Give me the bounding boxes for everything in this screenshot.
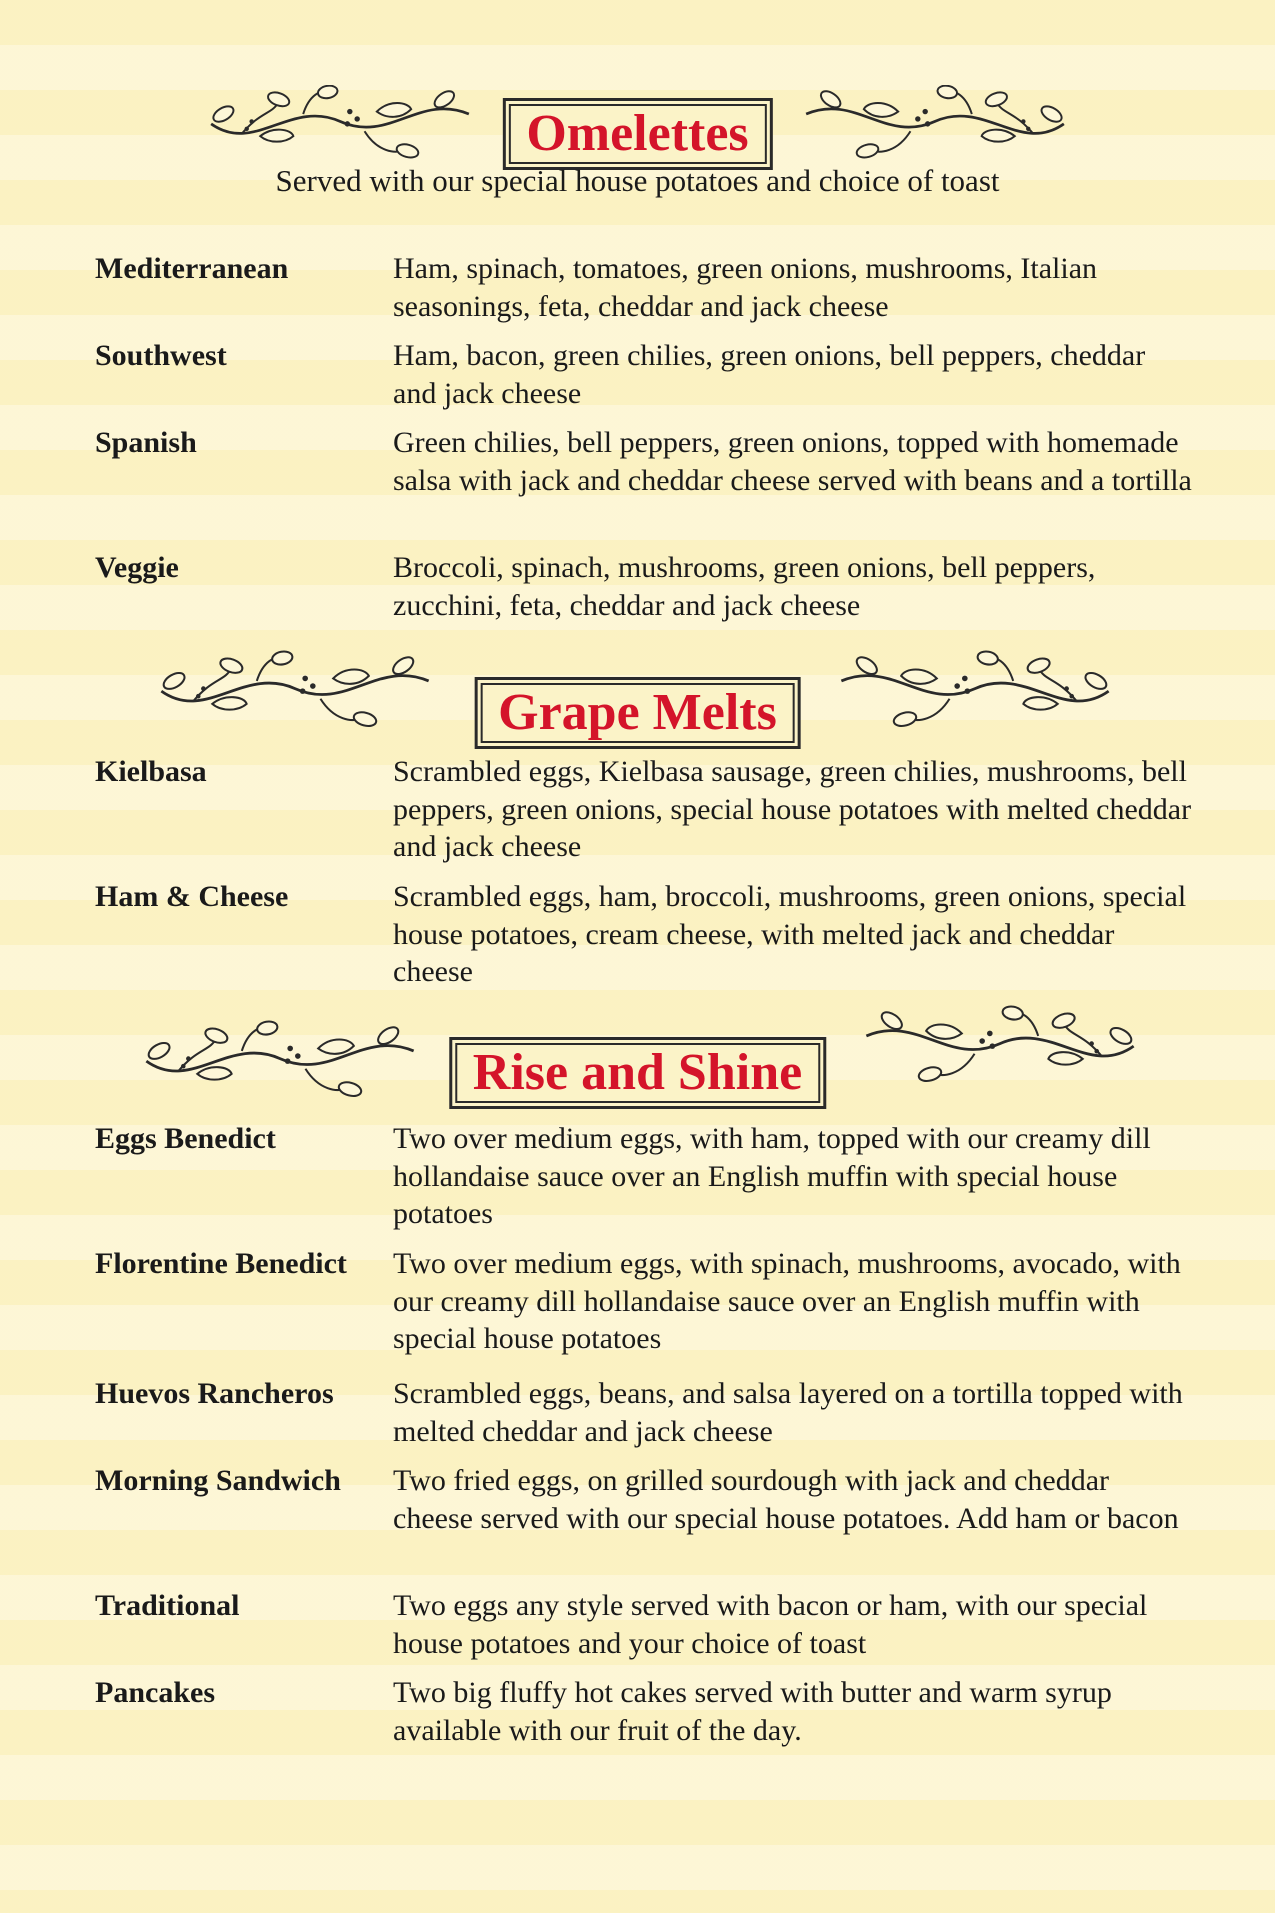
grape-melts-title-frame: [474, 677, 801, 749]
item-name: Southwest: [95, 339, 227, 372]
item-name: Traditional: [95, 1589, 240, 1622]
item-name: Veggie: [95, 551, 179, 584]
item-description: Two big fluffy hot cakes served with butter and warm syrup available with our fruit of the day.: [393, 1676, 1112, 1747]
item-name: Kielbasa: [95, 755, 207, 788]
item-description: Two eggs any style served with bacon or ham, with our special house potatoes and your choice of toast: [393, 1589, 1148, 1660]
omelettes-title-frame: [502, 98, 772, 170]
item-description: Green chilies, bell peppers, green onions, topped with homemade salsa with jack and cheddar cheese served with beans and a tortilla: [393, 426, 1192, 497]
item-name: Pancakes: [95, 1676, 215, 1709]
item-description: Two over medium eggs, with ham, topped with our creamy dill hollandaise sauce over an English muffin with special house potatoes: [393, 1122, 1151, 1230]
rise-and-shine-title-frame: [449, 1037, 826, 1109]
item-name: Mediterranean: [95, 252, 289, 285]
vine-ornament-icon: [800, 85, 1070, 175]
item-description: Scrambled eggs, beans, and salsa layered on a tortilla topped with melted cheddar and jack cheese: [393, 1377, 1183, 1448]
grape-melts-header: [0, 650, 1275, 760]
vine-ornament-icon: [140, 1020, 420, 1115]
item-description: Scrambled eggs, ham, broccoli, mushrooms, green onions, special house potatoes, cream cheese, with melted jack and cheddar cheese: [393, 880, 1187, 988]
item-description: Ham, bacon, green chilies, green onions, bell peppers, cheddar and jack cheese: [393, 339, 1146, 410]
vine-ornament-icon: [155, 650, 435, 745]
item-description: Ham, spinach, tomatoes, green onions, mushrooms, Italian seasonings, feta, cheddar and jack cheese: [393, 252, 1098, 323]
item-name: Ham & Cheese: [95, 880, 289, 913]
section-title: Rise and Shine: [455, 1043, 820, 1103]
vine-ornament-icon: [860, 1005, 1140, 1100]
omelettes-subtitle: Served with our special house potatoes and choice of toast: [275, 163, 1000, 198]
section-title: Omelettes: [508, 104, 766, 164]
item-description: Broccoli, spinach, mushrooms, green onions, bell peppers, zucchini, feta, cheddar and jack cheese: [393, 551, 1096, 622]
vine-ornament-icon: [205, 85, 475, 175]
item-name: Morning Sandwich: [95, 1464, 341, 1497]
item-description: Scrambled eggs, Kielbasa sausage, green chilies, mushrooms, bell peppers, green onions, special house potatoes with melted cheddar and jack cheese: [393, 755, 1192, 863]
item-name: Spanish: [95, 426, 197, 459]
item-name: Eggs Benedict: [95, 1122, 276, 1155]
section-title: Grape Melts: [480, 683, 795, 743]
item-description: Two fried eggs, on grilled sourdough with jack and cheddar cheese served with our special house potatoes. Add ham or bacon: [393, 1464, 1179, 1535]
item-name: Florentine Benedict: [95, 1247, 347, 1280]
item-name: Huevos Rancheros: [95, 1377, 334, 1410]
item-description: Two over medium eggs, with spinach, mushrooms, avocado, with our creamy dill hollandaise sauce over an English muffin with special house potatoes: [393, 1247, 1181, 1355]
vine-ornament-icon: [835, 650, 1115, 745]
rise-and-shine-header: [0, 1015, 1275, 1125]
